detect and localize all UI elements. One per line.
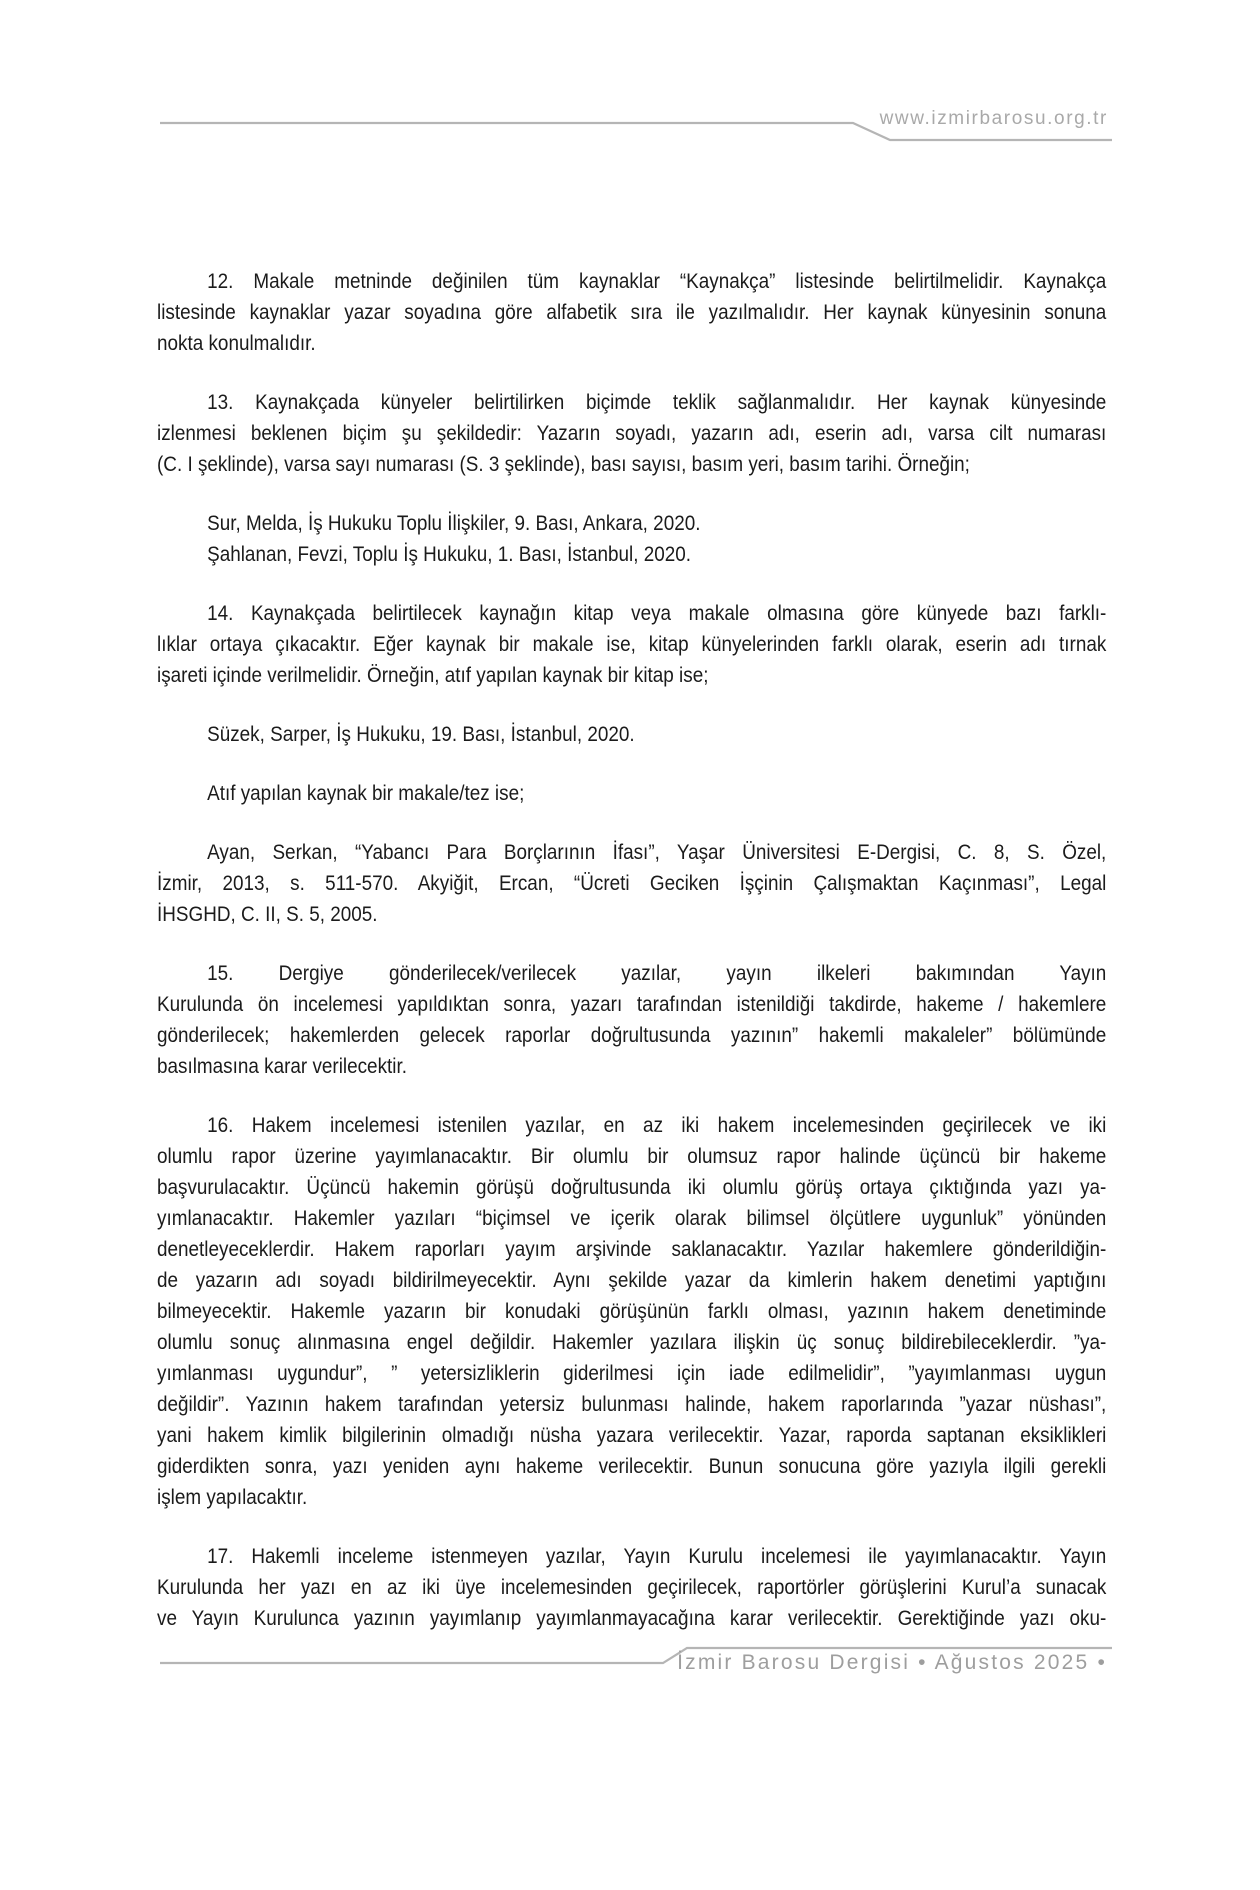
text-line: bilmeyecektir. Hakemle yazarın bir konudaki görüşünün farklı olması, yazının hakem denetiminde xyxy=(157,1299,1107,1323)
citation-line: Süzek, Sarper, İş Hukuku, 19. Bası, İstanbul, 2020. xyxy=(207,722,635,746)
text-line: İzmir, 2013, s. 511-570. Akyiğit, Ercan, “Ücreti Geciken İşçinin Çalışmaktan Kaçınması”, Legal xyxy=(157,871,1107,895)
citation-line: Sur, Melda, İş Hukuku Toplu İlişkiler, 9. Bası, Ankara, 2020. xyxy=(207,511,701,535)
text-line: yımlanması uygundur”, ” yetersizliklerin giderilmesi için iade edilmelidir”, ”yayımlanması uygun xyxy=(157,1361,1107,1385)
text-line: ve Yayın Kurulunca yazının yayımlanıp yayımlanmayacağına karar verilecektir. Gerektiğinde yazı oku- xyxy=(157,1606,1107,1630)
paragraph xyxy=(157,387,1106,480)
text-line: denetleyeceklerdir. Hakem raporları yayım arşivinde saklanacaktır. Yazılar hakemlere gönderildiğin- xyxy=(157,1237,1107,1261)
citation-block xyxy=(157,778,1106,809)
text-line: giderdikten sonra, yazı yeniden aynı hakeme verilecektir. Bunun sonucuna göre yazıyla ilgili gerekli xyxy=(157,1454,1107,1478)
paragraph xyxy=(157,598,1106,691)
footer-journal-line: İzmir Barosu Dergisi • Ağustos 2025 • xyxy=(677,1651,1107,1674)
text-line: de yazarın adı soyadı bildirilmeyecektir. Aynı şekilde yazar da kimlerin hakem denetimi yaptığını xyxy=(157,1268,1107,1292)
text-line: 16. Hakem incelemesi istenilen yazılar, en az iki hakem incelemesinden geçirilecek ve iki xyxy=(207,1113,1107,1137)
text-line: nokta konulmalıdır. xyxy=(157,331,316,355)
paragraph xyxy=(157,958,1106,1082)
header-url: www.izmirbarosu.org.tr xyxy=(879,108,1108,129)
document-body xyxy=(157,266,1106,1634)
text-line: 17. Hakemli inceleme istenmeyen yazılar, Yayın Kurulu incelemesi ile yayımlanacaktır. Yayın xyxy=(207,1544,1107,1568)
text-line: 15. Dergiye gönderilecek/verilecek yazılar, yayın ilkeleri bakımından Yayın xyxy=(207,961,1107,985)
text-line: başvurulacaktır. Üçüncü hakemin görüşü doğrultusunda iki olumlu görüş ortaya çıktığında yazı ya- xyxy=(157,1175,1107,1199)
text-line: Kurulunda ön incelemesi yapıldıktan sonra, yazarı tarafından istenildiği takdirde, hakeme / hakemlere xyxy=(157,992,1107,1016)
text-line: işlem yapılacaktır. xyxy=(157,1485,308,1509)
text-line: lıklar ortaya çıkacaktır. Eğer kaynak bir makale ise, kitap künyelerinden farklı olarak, eserin adı tırnak xyxy=(157,632,1107,656)
text-line: listesinde kaynaklar yazar soyadına göre alfabetik sıra ile yazılmalıdır. Her kaynak künyesinin sonuna xyxy=(157,300,1107,324)
citation-line: Şahlanan, Fevzi, Toplu İş Hukuku, 1. Bası, İstanbul, 2020. xyxy=(207,542,692,566)
text-line: (C. I şeklinde), varsa sayı numarası (S. 3 şeklinde), bası sayısı, basım yeri, basım tarihi. Örneğin; xyxy=(157,452,970,476)
text-line: İHSGHD, C. II, S. 5, 2005. xyxy=(157,902,378,926)
text-line: 13. Kaynakçada künyeler belirtilirken biçimde teklik sağlanmalıdır. Her kaynak künyesinde xyxy=(207,390,1107,414)
text-line: basılmasına karar verilecektir. xyxy=(157,1054,407,1078)
text-line: yani hakem kimlik bilgilerinin olmadığı nüsha yazara verilecektir. Yazar, raporda saptanan eksiklikleri xyxy=(157,1423,1107,1447)
paragraph xyxy=(157,266,1106,359)
text-line: Kurulunda her yazı en az iki üye incelemesinden geçirilecek, raportörler görüşlerini Kurul’a sunacak xyxy=(157,1575,1107,1599)
text-line: olumlu rapor üzerine yayımlanacaktır. Bir olumlu bir olumsuz rapor halinde üçüncü bir hakeme xyxy=(157,1144,1107,1168)
citation-line: Atıf yapılan kaynak bir makale/tez ise; xyxy=(207,781,525,805)
paragraph xyxy=(157,1110,1106,1513)
text-line: 14. Kaynakçada belirtilecek kaynağın kitap veya makale olmasına göre künyede bazı farklı- xyxy=(207,601,1107,625)
text-line: olumlu sonuç alınmasına engel değildir. Hakemler yazılara ilişkin üç sonuç bildirebileceklerdir. ”ya- xyxy=(157,1330,1107,1354)
text-line: 12. Makale metninde değinilen tüm kaynaklar “Kaynakça” listesinde belirtilmelidir. Kaynakça xyxy=(207,269,1107,293)
text-line: izlenmesi beklenen biçim şu şekildedir: Yazarın soyadı, yazarın adı, eserin adı, varsa cilt numarası xyxy=(157,421,1107,445)
text-line: gönderilecek; hakemlerden gelecek raporlar doğrultusunda yazının” hakemli makaleler” bölümünde xyxy=(157,1023,1107,1047)
text-line: işareti içinde verilmelidir. Örneğin, atıf yapılan kaynak bir kitap ise; xyxy=(157,663,709,687)
text-line: yımlanacaktır. Hakemler yazıları “biçimsel ve içerik olarak bilimsel ölçütlere uygunluk” yönünden xyxy=(157,1206,1107,1230)
text-line: değildir”. Yazının hakem tarafından yetersiz bulunması halinde, hakem raporlarında ”yazar nüshası”, xyxy=(157,1392,1107,1416)
citation-block xyxy=(157,719,1106,750)
text-line: Ayan, Serkan, “Yabancı Para Borçlarının İfası”, Yaşar Üniversitesi E-Dergisi, C. 8, S. Özel, xyxy=(207,840,1107,864)
paragraph xyxy=(157,1541,1106,1634)
paragraph xyxy=(157,837,1106,930)
citation-block xyxy=(157,508,1106,570)
